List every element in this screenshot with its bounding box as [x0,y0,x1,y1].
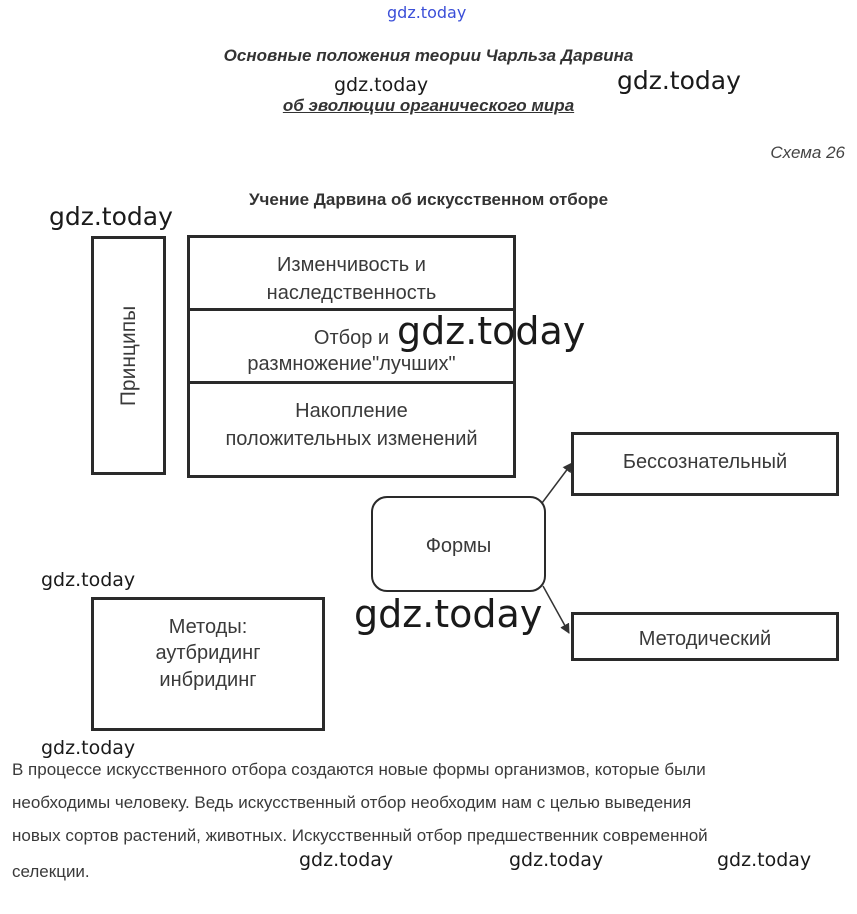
watermark: gdz.today [354,592,543,636]
arrow-to-unconscious [542,463,572,503]
arrow-to-methodical [543,586,569,633]
body-line4: селекции. [12,862,90,881]
method-outbreeding: аутбридинг [155,642,261,664]
watermark: gdz.today [41,569,136,591]
principle-text-line1: Изменчивость и [277,254,426,276]
principle-text-line1: Накопление [295,400,408,422]
methods-title: Методы: [168,616,248,638]
principle-text-line2: размножение"лучших" [247,353,456,375]
watermark: gdz.today [717,849,812,871]
form-label: Методический [638,628,772,650]
watermark: gdz.today [509,849,604,871]
principle-text-line2: наследственность [266,282,437,304]
watermark: gdz.today [41,737,136,759]
page-title-line1: Основные положения теории Чарльза Дарвина [223,46,634,65]
watermark: gdz.today [397,309,586,353]
watermark: gdz.today [617,66,741,95]
principle-text-line1: Отбор и [313,327,390,349]
body-line2: необходимы человеку. Ведь искусственный отбор необходим нам с целью выведения [12,793,692,812]
principles-label: Принципы [116,305,140,406]
diagram-title: Учение Дарвина об искусственном отборе [248,190,609,209]
watermark: gdz.today [299,849,394,871]
body-line1: В процессе искусственного отбора создаются новые формы организмов, которые были [12,760,706,779]
watermark: gdz.today [334,74,429,96]
methods-box [91,597,325,731]
form-box-methodical [571,612,839,661]
form-label: Бессознательный [622,451,788,473]
watermark: gdz.today [49,202,173,231]
forms-box [371,496,546,592]
form-box-unconscious [571,432,839,496]
forms-label: Формы [425,535,492,557]
scheme-label: Схема 26 [770,143,845,162]
page-title-line2: об эволюции органического мира [282,96,575,115]
principle-text-line2: положительных изменений [225,428,478,450]
method-inbreeding: инбридинг [159,669,257,691]
body-line3: новых сортов растений, животных. Искусственный отбор предшественник современной [12,826,708,845]
watermark-top: gdz.today [387,3,467,22]
